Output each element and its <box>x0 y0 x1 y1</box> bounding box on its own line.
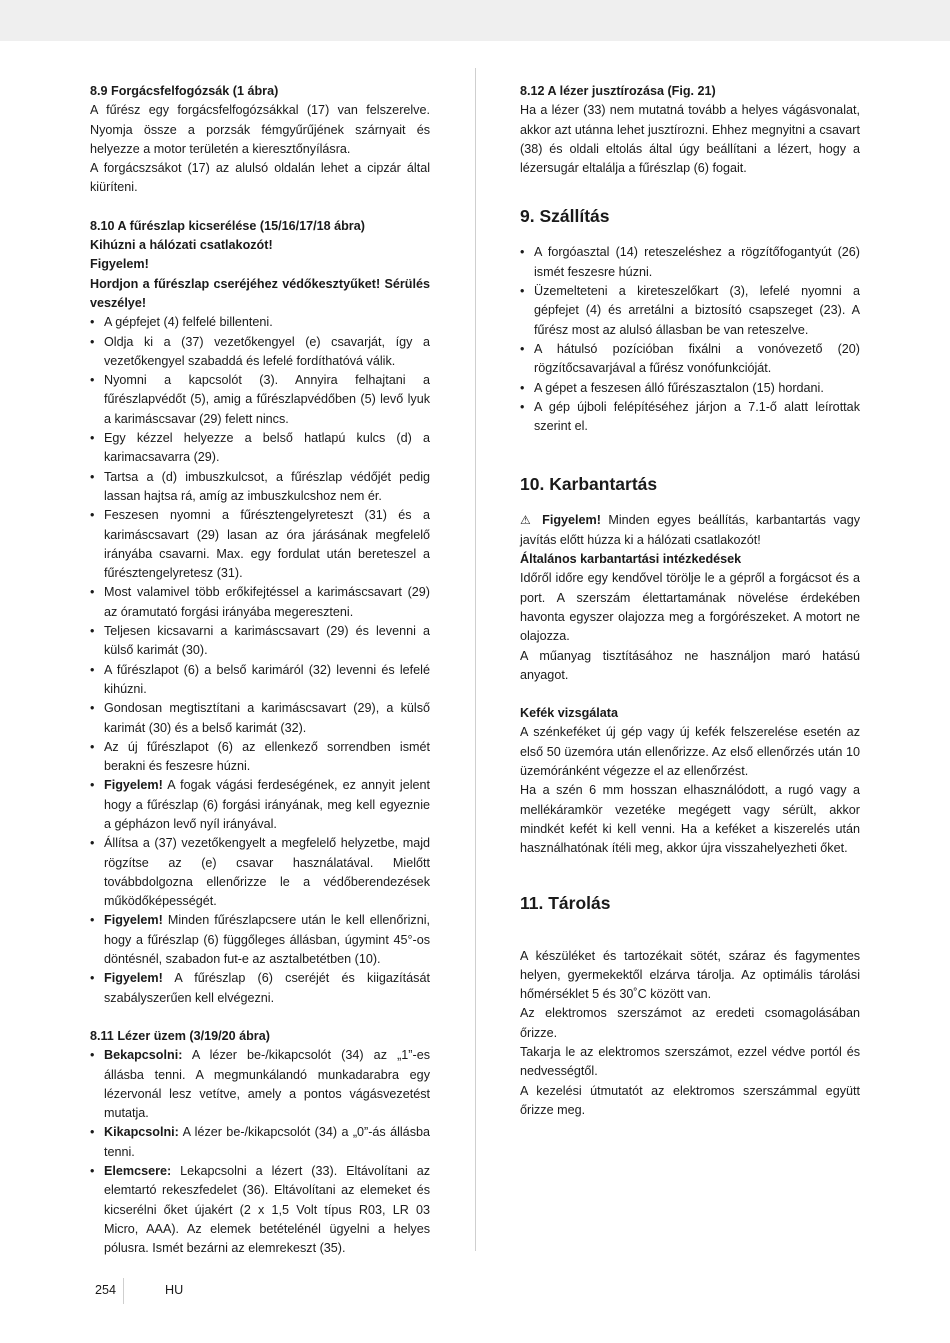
list-item: • A gép újboli felépítéséhez járjon a 7.1-ő alatt leírottak szerint el. <box>520 398 860 437</box>
list-item: • Állítsa a (37) vezetőkengyelt a megfelelő helyzetbe, majd rögzítse az (e) csavar használatával. Mielőtt továbbdolgozna ellenőrizze le a védőberendezések működőképességét. <box>90 834 430 911</box>
list-item: • A fűrészlapot (6) a belső karimáról (32) levenni és lefelé kihúzni. <box>90 661 430 700</box>
bold-lead: Bekapcsolni: <box>104 1048 183 1063</box>
section-8-9-text: A forgácszsákot (17) az alulsó oldalán lehet a cipzár által kiüríteni. <box>90 161 430 195</box>
subheading: Általános karbantartási intézkedések <box>520 552 742 567</box>
list-item: • Feszesen nyomni a fűrésztengelyreteszt (31) és a karimáscsavart (29) lasan az óra járásának megfelelő irányába csavarni. Max. egy fordulat után bereteszel a fűrésztengelyretesz (31). <box>90 506 430 583</box>
paragraph: A műanyag tisztításához ne használjon maró hatású anyagot. <box>520 648 860 682</box>
section-8-10-heading: 8.10 A fűrészlap kicserélése (15/16/17/18 ábra) <box>90 218 365 233</box>
list-item <box>90 911 430 969</box>
item-text: Minden fűrészlapcsere után le kell ellenőrizni, hogy a fűrészlap (6) függőleges állásban, úgymint 45°-os döntésnél, szabadon fut-e az asztalbetétben (10). <box>104 913 430 967</box>
item-text: A fűrészlap (6) cseréjét és kiigazítását szabályszerűen kell elvégezni. <box>104 971 430 1005</box>
maintenance-warning <box>520 511 860 550</box>
subheading: Kefék vizsgálata <box>520 706 619 721</box>
section-11-heading: 11. Tárolás <box>520 892 611 913</box>
section-8-11-heading: 8.11 Lézer üzem (3/19/20 ábra) <box>90 1028 270 1043</box>
list-item: • A gépfejet (4) felfelé billenteni. <box>90 313 430 332</box>
section-8-12-text: Ha a lézer (33) nem mutatná tovább a helyes vágásvonalat, akkor azt utánna lehet jusztírozni. Ehhez megnyitni a csavart (38) és oldali eltolás által úgy beállítani a lézert, hogy a lézersugár eltalálja a fűrészlap (6) fogait. <box>520 103 860 176</box>
list-item: • Üzemelteteni a kireteszelőkart (3), lefelé nyomni a gépfejet (4) és arretálni a biztosító csapszeget (23). A fűrész most az alulsó állasban be van reteszelve. <box>520 282 860 340</box>
list-item <box>90 969 430 1008</box>
list-item: • Gondosan megtisztítani a karimáscsavart (29), a külső karimát (30) és a belső karimát (32). <box>90 699 430 738</box>
item-text: A lézer be-/kikapcsolót (34) a „0”-ás állásba tenni. <box>104 1125 430 1159</box>
list-item: • A gépet a feszesen álló fűrészasztalon (15) hordani. <box>520 379 860 398</box>
paragraph: A készüléket és tartozékait sötét, száraz és fagymentes helyen, gyermekektől elzárva tárolja. Az optimális tárolási hőmérséklet 5 és 30˚C között van. <box>520 948 860 1002</box>
right-column <box>520 82 860 1120</box>
section-8-9-text: A fűrész egy forgácsfelfogózsákkal (17) van felszerelve. Nyomja össze a porzsák fémgyűrűjének szárnyait és helyezze a motor területén a kieresztőnyílásra. <box>90 103 430 156</box>
warning-text: Figyelem! <box>90 257 149 272</box>
column-divider <box>475 68 476 1251</box>
bold-lead: Figyelem! <box>104 778 163 793</box>
list-item <box>90 776 430 834</box>
section-10-heading: 10. Karbantartás <box>520 474 658 495</box>
paragraph: Ha a szén 6 mm hosszan elhasználódott, a rugó vagy a mellékáramkör vezetéke megégett vagy sérült, akkor mindkét kefét ki kell venni. Ha a keféket a kiszerelés után használhatónak ítéli meg, akkor újra visszahelyezheti őket. <box>520 783 860 856</box>
list-item <box>90 1162 430 1258</box>
item-text: A lézer be-/kikapcsolót (34) az „1”-es állásba tenni. A megmunkálandó munkadarabra egy lézervonál lesz vetítve, amely a pontos vágásvezetést mutatja. <box>104 1048 430 1121</box>
bold-lead: Figyelem! <box>104 913 163 928</box>
paragraph: Az elektromos szerszámot az eredeti csomagolásában őrizze. <box>520 1006 860 1040</box>
item-text: A fogak vágási ferdeségének, ez annyit jelent hogy a fűrészlap (6) forgási irányának, meg kell egyeznie a gépházon levő nyíl irányával. <box>104 778 430 831</box>
paragraph: A szénkeféket új gép vagy új kefék felszerelése esetén az első 50 üzemóra után ellenőrizze. Az első ellenőrzés után 10 üzemóránként végezze el az ellenőrzést. <box>520 725 860 779</box>
warning-text: Kihúzni a hálózati csatlakozót! <box>90 238 273 253</box>
bold-lead: Figyelem! <box>542 513 601 528</box>
item-text: Lekapcsolni a lézert (33). Eltávolítani az elemtartó rekeszfedelet (36). Eltávolítani az elemeket és kicserélni őket újakért (2 x 1,5 Volt típus R03, LR 03 Micro, AAA). Az elemek betételénél ügyelni a helyes pólusra. Ismét bezárni az elemrekeszt (35). <box>104 1164 430 1256</box>
list-item: • Tartsa a (d) imbuszkulcsot, a fűrészlap védőjét pedig lassan hajtsa rá, amíg az imbuszkulcshoz nem ér. <box>90 468 430 507</box>
list-item <box>90 1046 430 1123</box>
list-item: • Teljesen kicsavarni a karimáscsavart (29) és levenni a külső karimát (30). <box>90 622 430 661</box>
list-item: • Az új fűrészlapot (6) az ellenkező sorrendben ismét berakni és feszesre húzni. <box>90 738 430 777</box>
warning-text: Minden egyes beállítás, karbantartás vagy javítás előtt húzza ki a hálózati csatlakozót! <box>520 513 861 547</box>
bold-lead: Elemcsere: <box>104 1164 172 1179</box>
bold-lead: Kikapcsolni: <box>104 1125 179 1140</box>
list-item: • Most valamivel több erőkifejtéssel a karimáscsavart (29) az óramutató forgási irányába megereszteni. <box>90 583 430 622</box>
section-8-10-list <box>90 313 430 1008</box>
paragraph: A kezelési útmutatót az elektromos szerszámmal együtt őrizze meg. <box>520 1083 860 1117</box>
section-8-11-list <box>90 1046 430 1258</box>
section-8-9-heading: 8.9 Forgácsfelfogózsák (1 ábra) <box>90 84 279 98</box>
list-item: • Oldja ki a (37) vezetőkengyel (e) csavarját, így a vezetőkengyel szabaddá és lefelé fordíthatóvá válik. <box>90 333 430 372</box>
list-item <box>90 1123 430 1162</box>
top-bar <box>0 0 950 41</box>
list-item: • A forgóasztal (14) reteszeléshez a rögzítőfogantyút (26) ismét feszesre húzni. <box>520 243 860 282</box>
warning-text: Hordjon a fűrészlap cseréjéhez védőkesztyűket! Sérülés veszélye! <box>90 276 430 310</box>
list-item: • A hátulsó pozícióban fixálni a vonóvezető (20) rögzítőcsavarjával a fűrész vonófunkcióját. <box>520 340 860 379</box>
warning-icon: ⚠ <box>520 513 535 528</box>
bold-lead: Figyelem! <box>104 971 163 986</box>
page-number: 254 <box>95 1283 117 1297</box>
section-8-12-heading: 8.12 A lézer jusztírozása (Fig. 21) <box>520 84 716 98</box>
language-code: HU <box>165 1283 184 1297</box>
list-item: • Egy kézzel helyezze a belső hatlapú kulcs (d) a karimacsavarra (29). <box>90 429 430 468</box>
section-9-heading: 9. Szállítás <box>520 206 610 227</box>
footer-divider <box>123 1278 124 1304</box>
section-9-list <box>520 243 860 436</box>
list-item: • Nyomni a kapcsolót (3). Annyira felhajtani a fűrészlapvédőt (5), amig a fűrészlapvédőben (5) levő lyuk a karimáscsavar (29) felett nincs. <box>90 371 430 429</box>
paragraph: Időről időre egy kendővel törölje le a gépről a forgácsot és a port. A szerszám élettartamának növelése érdekében havonta egyszer olajozza meg a forgórészeket. A motort ne olajozza. <box>520 571 860 644</box>
paragraph: Takarja le az elektromos szerszámot, ezzel védve portól és nedvességtől. <box>520 1044 860 1079</box>
left-column <box>90 82 430 1259</box>
